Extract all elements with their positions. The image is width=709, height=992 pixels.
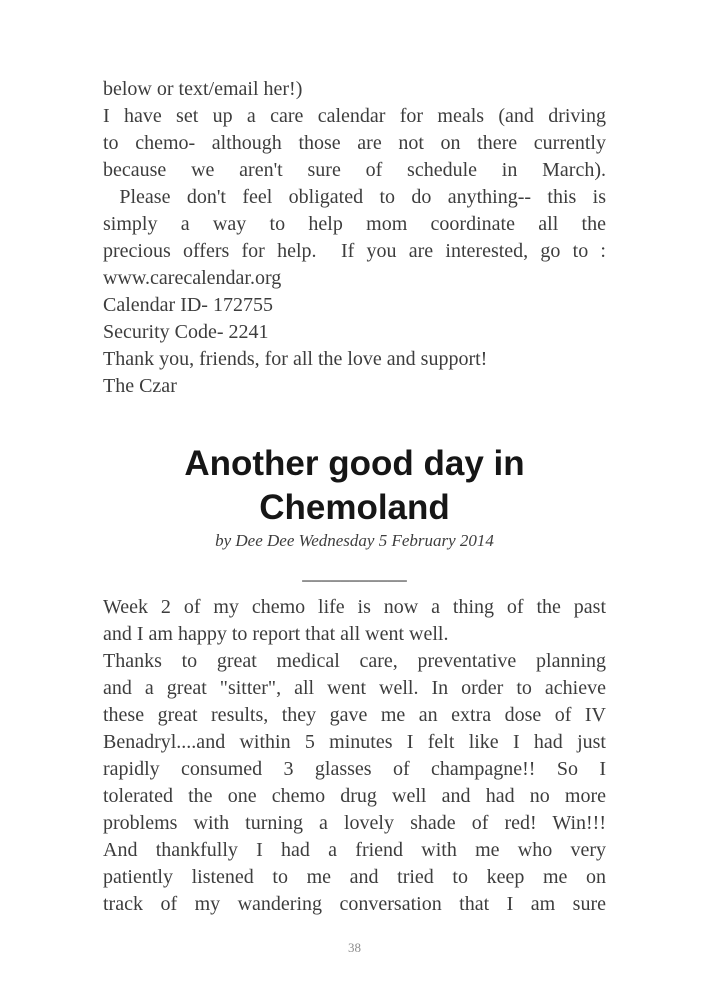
text-line: and I am happy to report that all went well. — [103, 623, 449, 645]
post-byline: by Dee Dee Wednesday 5 February 2014 — [215, 531, 494, 550]
text-line: Week 2 of my chemo life is now a thing of the past — [103, 596, 606, 618]
text-line: because we aren't sure of schedule in March). — [103, 159, 606, 181]
post-title: Another good day in Chemoland — [184, 444, 525, 527]
text-line: problems with turning a lovely shade of red! Win!!! — [103, 812, 606, 834]
text-line: I have set up a care calendar for meals (and driving — [103, 105, 606, 127]
text-line: patiently listened to me and tried to keep me on — [103, 866, 606, 888]
text-line: these great results, they gave me an extra dose of IV — [103, 704, 606, 726]
text-line: and a great "sitter", all went well. In order to achieve — [103, 677, 606, 699]
page-number: 38 — [348, 940, 361, 955]
text-line: below or text/email her!) — [103, 78, 303, 100]
text-line: Calendar ID- 172755 — [103, 294, 273, 316]
text-line: Thank you, friends, for all the love and support! — [103, 348, 488, 370]
section-divider: ___________ — [302, 563, 407, 584]
text-line: And thankfully I had a friend with me who very — [103, 839, 606, 861]
text-line: Benadryl....and within 5 minutes I felt like I had just — [103, 731, 606, 753]
text-line: The Czar — [103, 375, 177, 397]
text-line: to chemo- although those are not on there currently — [103, 132, 606, 154]
text-line: Please don't feel obligated to do anything-- this is — [103, 186, 606, 208]
text-line: rapidly consumed 3 glasses of champagne!! So I — [103, 758, 606, 780]
body-text-block — [103, 594, 606, 918]
text-line: simply a way to help mom coordinate all the — [103, 213, 606, 235]
text-line: tolerated the one chemo drug well and had no more — [103, 785, 606, 807]
text-line: track of my wandering conversation that I am sure — [103, 893, 606, 915]
text-line: www.carecalendar.org — [103, 267, 282, 289]
page-content — [103, 0, 606, 956]
intro-text-block — [103, 0, 606, 400]
text-line: Thanks to great medical care, preventative planning — [103, 650, 606, 672]
text-line: precious offers for help. If you are interested, go to : — [103, 240, 606, 262]
text-line: Security Code- 2241 — [103, 321, 269, 343]
